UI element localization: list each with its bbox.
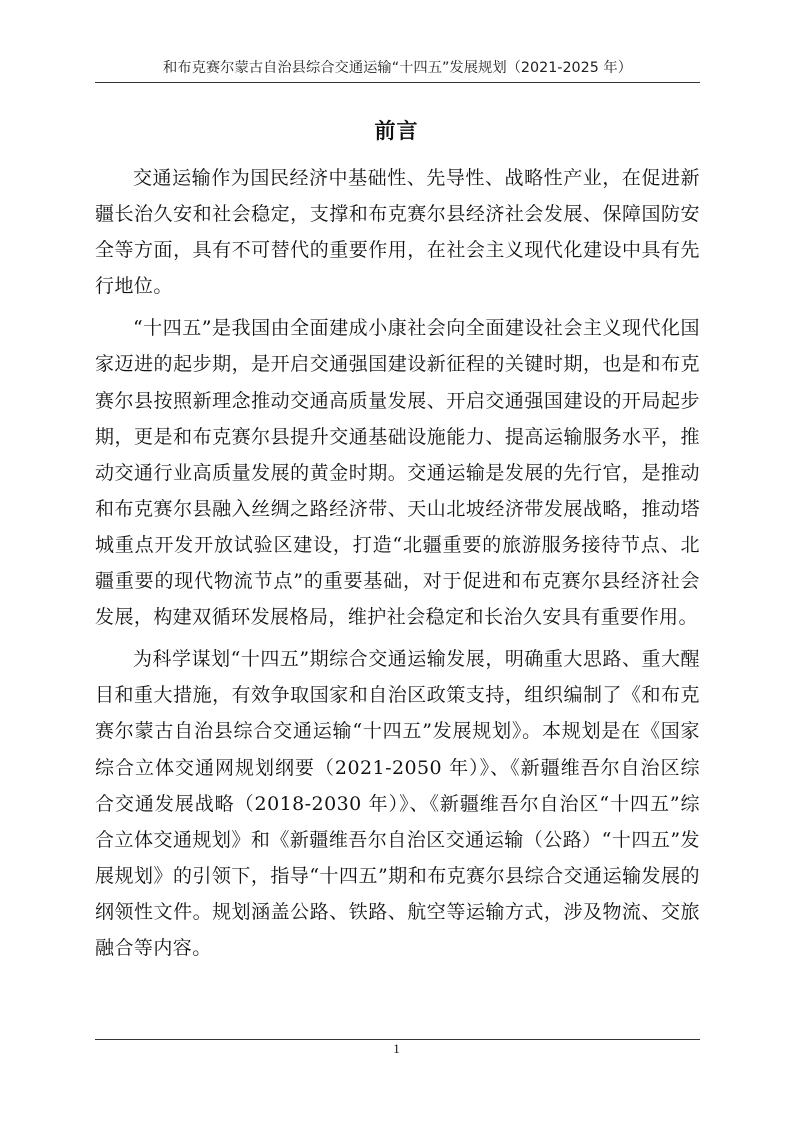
document-body [95, 160, 700, 966]
page-number: 1 [393, 1041, 400, 1056]
paragraph-1: 交通运输作为国民经济中基础性、先导性、战略性产业，在促进新疆长治久安和社会稳定，支撑和布克赛尔县经济社会发展、保障国防安全等方面，具有不可替代的重要作用，在社会主义现代化建设中具有先行地位。 [95, 167, 700, 298]
running-header: 和布克赛尔蒙古自治县综合交通运输“十四五”发展规划（2021-2025 年） [95, 54, 700, 83]
paragraph-3: 为科学谋划“十四五”期综合交通运输发展，明确重大思路、重大醒目和重大措施，有效争取国家和自治区政策支持，组织编制了《和布克赛尔蒙古自治县综合交通运输“十四五”发展规划》。本规划是在《国家综合立体交通网规划纲要（2021-2050 年）》、《新疆维吾尔自治区综合交通发展战略（2018-2030 年）》、《新疆维吾尔自治区“十四五”综合立体交通规划》和《新疆维吾尔自治区交通运输（公路）“十四五”发展规划》的引领下，指导“十四五”期和布克赛尔县综合交通运输发展的纲领性文件。规划涵盖公路、铁路、航空等运输方式，涉及物流、交旅融合等内容。 [95, 648, 700, 959]
paragraph-2: “十四五”是我国由全面建成小康社会向全面建设社会主义现代化国家迈进的起步期，是开启交通强国建设新征程的关键时期，也是和布克赛尔县按照新理念推动交通高质量发展、开启交通强国建设的开局起步期，更是和布克赛尔县提升交通基础设施能力、提高运输服务水平，推动交通行业高质量发展的黄金时期。交通运输是发展的先行官，是推动和布克赛尔县融入丝绸之路经济带、天山北坡经济带发展战略，推动塔城重点开发开放试验区建设，打造“北疆重要的旅游服务接待节点、北疆重要的现代物流节点”的重要基础，对于促进和布克赛尔县经济社会发展，构建双循环发展格局，维护社会稳定和长治久安具有重要作用。 [95, 317, 700, 629]
section-title: 前言 [374, 119, 419, 143]
